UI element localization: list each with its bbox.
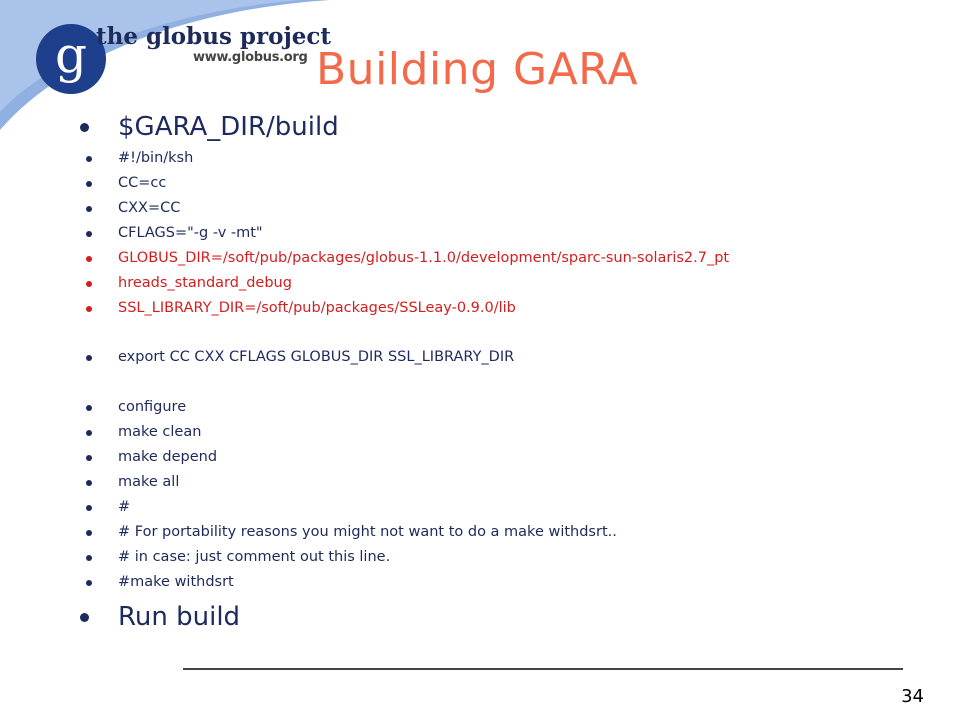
bullet-text: CC=cc bbox=[118, 175, 167, 191]
bullet-dot-icon bbox=[86, 355, 92, 361]
bullet-dot-icon bbox=[86, 430, 92, 436]
bullet-dot-icon bbox=[86, 281, 92, 287]
bullet-text: SSL_LIBRARY_DIR=/soft/pub/packages/SSLeay-0.9.0/lib bbox=[118, 300, 516, 316]
bullet-dot-icon bbox=[80, 123, 89, 132]
bullet-dot-icon bbox=[86, 580, 92, 586]
bullet-text: # in case: just comment out this line. bbox=[118, 549, 391, 565]
bullet-text: #!/bin/ksh bbox=[118, 150, 194, 166]
bullet-text: make all bbox=[118, 474, 180, 490]
bullet-text: export CC CXX CFLAGS GLOBUS_DIR SSL_LIBRARY_DIR bbox=[118, 349, 515, 365]
bullet-text: #make withdsrt bbox=[118, 574, 234, 590]
logo-url: www.globus.org bbox=[193, 50, 308, 65]
slide-title: Building GARA bbox=[316, 44, 639, 95]
bullet-dot-icon bbox=[86, 555, 92, 561]
bullet-dot-icon bbox=[86, 480, 92, 486]
bullet-text: configure bbox=[118, 399, 187, 415]
bullet-text: CXX=CC bbox=[118, 200, 181, 216]
bullet-dot-icon bbox=[86, 181, 92, 187]
logo-name: the globus project bbox=[96, 23, 332, 50]
bullet-dot-icon bbox=[86, 455, 92, 461]
bullet-dot-icon bbox=[86, 256, 92, 262]
logo-letter: g bbox=[54, 26, 87, 84]
bullet-text: # For portability reasons you might not want to do a make withdsrt.. bbox=[118, 524, 617, 540]
bullet-dot-icon bbox=[86, 156, 92, 162]
bullet-dot-icon bbox=[86, 405, 92, 411]
page-number: 34 bbox=[901, 686, 924, 707]
bullet-text: Run build bbox=[118, 602, 241, 632]
bullet-dot-icon bbox=[80, 613, 89, 622]
bullet-dot-icon bbox=[86, 505, 92, 511]
bullet-text: $GARA_DIR/build bbox=[118, 112, 339, 142]
bullet-dot-icon bbox=[86, 206, 92, 212]
bullet-dot-icon bbox=[86, 530, 92, 536]
bullet-dot-icon bbox=[86, 306, 92, 312]
footer-divider bbox=[183, 668, 903, 670]
bullet-text: make depend bbox=[118, 449, 218, 465]
bullet-text: make clean bbox=[118, 424, 202, 440]
bullet-text: GLOBUS_DIR=/soft/pub/packages/globus-1.1.0/development/sparc-sun-solaris2.7_pt bbox=[118, 250, 730, 266]
bullet-text: # bbox=[118, 499, 131, 515]
bullet-text: CFLAGS="-g -v -mt" bbox=[118, 225, 263, 241]
bullet-text: hreads_standard_debug bbox=[118, 275, 292, 291]
bullet-dot-icon bbox=[86, 231, 92, 237]
